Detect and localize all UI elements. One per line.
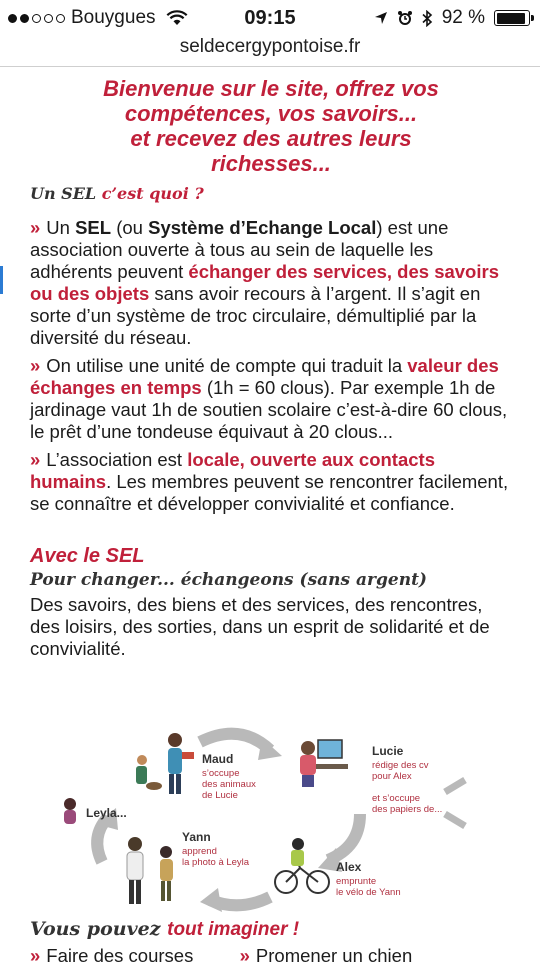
section-subtitle-echangeons: Pour changer... échangeons (sans argent): [30, 570, 427, 590]
chevron-icon: »: [30, 449, 41, 470]
example-list: [30, 945, 530, 967]
exchange-cycle-illustration: [60, 722, 480, 920]
highlight-local: locale, ouverte aux contacts humains: [30, 449, 435, 492]
cycle-arrow-top: [200, 734, 270, 750]
section-title-what-is-sel: Un SEL c’est quoi ?: [30, 184, 204, 203]
paragraph-time-unit: » On utilise une unité de compte qui traduit la valeur des échanges en temps (1h = 60 clous). Par exemple 1h de jardinage vaut 1h de soutien scolaire c’est-à-dire 60 clous, le prêt d’une tondeuse équivaut à 20 clous...: [30, 355, 508, 442]
label-maud: Maud: [202, 752, 234, 766]
label-lucie: Lucie: [372, 744, 404, 758]
example-item: Promener un chien: [255, 945, 413, 966]
highlight-exchange: échanger des services, des savoirs ou des objets: [30, 261, 499, 304]
url-text: seldecergypontoise.fr: [179, 36, 361, 57]
status-bar: [0, 0, 540, 36]
leyla-figure: [64, 798, 76, 824]
chevron-icon: »: [30, 945, 41, 966]
maud-figure: [136, 733, 194, 794]
paragraph-definition: » Un SEL (ou Système d’Echange Local) est une association ouverte à tous au sein de laquelle les adhérents peuvent échanger des services, des savoirs ou des objets sans avoir recours à l’argent. Il s’agit en sorte d’un système de troc circulaire, démultiplié par la diversité du réseau.: [30, 217, 499, 348]
paragraph-avec-le-sel: Des savoirs, des biens et des services, des rencontres, des loisirs, des sorties, dans un esprit de solidarité et de convivialité.: [30, 594, 490, 659]
yann-figure: [127, 837, 173, 904]
toolbar-divider: [0, 66, 540, 67]
location-arrow-icon: [374, 11, 388, 25]
label-yann: Yann: [182, 830, 211, 844]
left-edge-indicator: [0, 266, 3, 294]
note-lucie: rédige des cv pour Alex et s’occupe des papiers de...: [372, 760, 443, 815]
carrier-name: Bouygues: [71, 7, 156, 28]
status-right: [374, 7, 530, 29]
chevron-icon: »: [30, 217, 41, 238]
chevron-icon: »: [30, 355, 41, 376]
note-maud: s’occupe des animaux de Lucie: [202, 768, 256, 801]
section-title-avec-le-sel: Avec le SEL: [30, 545, 145, 567]
status-time: 09:15: [244, 7, 296, 29]
page-content: [30, 76, 512, 666]
highlight-time-value: valeur des échanges en temps: [30, 355, 499, 398]
label-alex: Alex: [336, 860, 362, 874]
battery-percentage: 92 %: [441, 7, 485, 28]
illustration-drawing: [60, 722, 480, 920]
note-alex: emprunte le vélo de Yann: [336, 876, 401, 898]
lucie-figure: [300, 740, 348, 787]
section-title-imaginer: Vous pouvez tout imaginer !: [30, 918, 300, 940]
example-item: Faire des courses: [46, 945, 194, 966]
label-leyla: Leyla...: [86, 806, 127, 820]
battery-icon: [494, 10, 530, 26]
bluetooth-icon: [422, 10, 433, 27]
note-yann: apprend la photo à Leyla: [182, 846, 250, 868]
welcome-headline: Bienvenue sur le site, offrez vos compétences, vos savoirs... et recevez des autres leurs richesses...: [103, 76, 439, 176]
address-bar[interactable]: [0, 36, 540, 66]
paragraph-local: » L’association est locale, ouverte aux contacts humains. Les membres peuvent se rencontrer facilement, se connaître et développer convivialité et confiance.: [30, 449, 509, 514]
chevron-icon: »: [239, 945, 250, 966]
alarm-clock-icon: [397, 10, 413, 26]
